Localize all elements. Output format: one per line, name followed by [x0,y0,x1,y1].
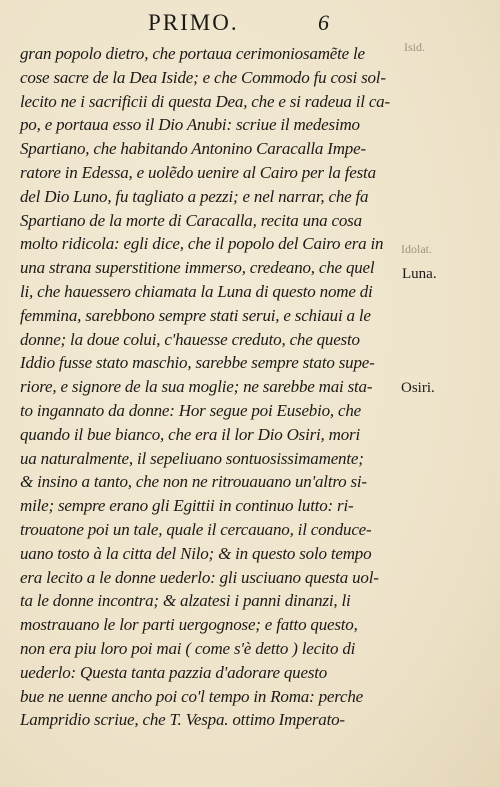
text-line: era lecito a le donne uederlo: gli usciuano questa uol- [20,567,379,587]
text-line: gran popolo dietro, che portaua cerimoniosamẽte le [20,44,365,63]
text-line: mile; sempre erano gli Egittii in continuo lutto: ri- [20,496,354,516]
text-line: una strana superstitione immerso, credeano, che quel [20,258,375,278]
text-line: molto ridicola: egli dice, che il popolo del Cairo era in [20,234,384,254]
text-line: po, e portaua esso il Dio Anubi: scriue il medesimo [20,115,360,135]
text-line: riore, e signore de la sua moglie; ne sarebbe mai sta- [20,377,373,397]
margin-note: Luna. [402,266,437,282]
text-line: ua naturalmente, il sepeliuano sontuosissimamente; [20,448,364,468]
text-line: donne; la doue colui, c'hauesse creduto, che questo [20,329,360,349]
text-line: femmina, sarebbono sempre stati serui, e schiaui a le [20,305,371,325]
text-line: bue ne uenne ancho poi co'l tempo in Roma: perche [20,686,364,706]
text-line: quando il bue bianco, che era il lor Dio Osiri, mori [20,424,360,444]
text-line: li, che hauessero chiamata la Luna di questo nome di [20,281,373,301]
text-line: uano tosto à la citta del Nilo; & in questo solo tempo [20,543,372,563]
text-line: Spartiano de la morte di Caracalla, recita una cosa [20,210,362,230]
page-number: 6 [318,10,329,35]
text-line: del Dio Luno, fu tagliato a pezzi; e nel narrar, che fa [20,186,369,206]
text-line: to ingannato da donne: Hor segue poi Eusebio, che [20,400,362,420]
text-line: non era piu loro poi mai ( come s'è detto ) lecito di [20,638,356,658]
text-line: & insino a tanto, che non ne ritrouauano un'altro si- [20,472,367,492]
text-line: trouatone poi un tale, quale il cercauano, il conduce- [20,519,372,539]
text-line: Lampridio scriue, che T. Vespa. ottimo Imperato- [20,710,345,730]
text-line: mostrauano le lor parti uergognose; e fatto questo, [20,615,358,635]
margin-note: Osiri. [401,380,435,396]
text-line: Iddio fusse stato maschio, sarebbe sempre stato supe- [20,353,375,373]
body-text [20,42,392,732]
text-line: ta le donne incontra; & alzatesi i panni dinanzi, li [20,591,351,611]
margin-note: Isid. [404,40,425,54]
text-line: cose sacre de la Dea Iside; e che Commodo fu cosi sol- [20,67,386,87]
text-line: ratore in Edessa, e uolẽdo uenire al Cairo per la festa [20,162,376,182]
page-header [0,10,500,40]
text-line: Spartiano, che habitando Antonino Caracalla Impe- [20,139,366,159]
text-line: lecito ne i sacrificii di questa Dea, che e si radeua il ca- [20,91,390,111]
text-line: uederlo: Questa tanta pazzia d'adorare questo [20,662,328,682]
margin-note: Idolat. [401,242,432,256]
running-head: PRIMO. [148,10,239,35]
